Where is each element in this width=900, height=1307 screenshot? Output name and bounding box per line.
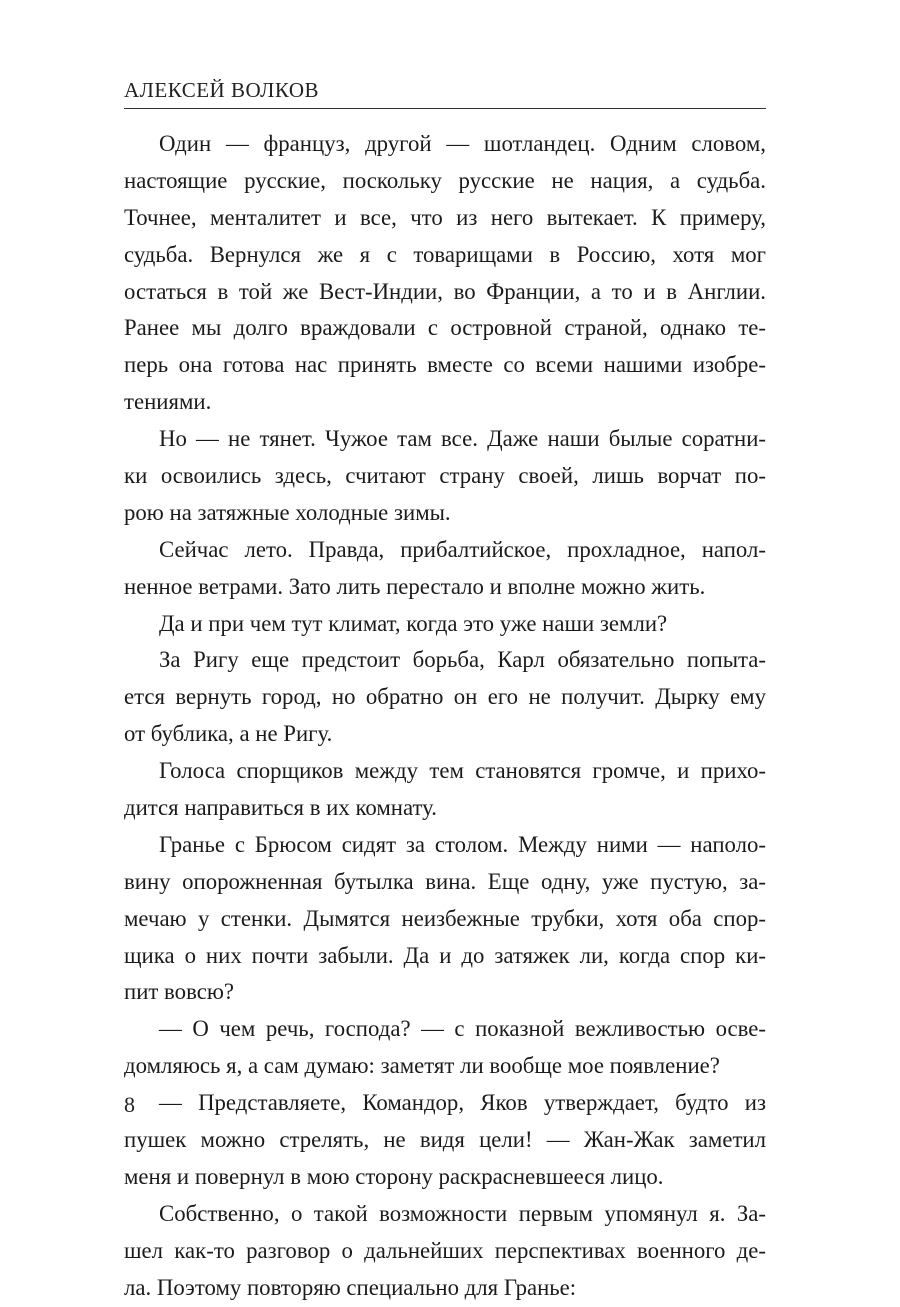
paragraph [124,532,766,606]
body-text [124,126,766,1307]
paragraph [124,421,766,532]
text-line: Да и при чем тут климат, когда это уже наши земли? [159,610,668,636]
text-line: меня и повернул в мою сторону раскрасневшееся лицо. [124,1163,664,1189]
text-line: Собственно, о такой возможности первым упомянул я. За- [159,1200,766,1226]
text-line: мечаю у стенки. Дымятся неизбежные трубки, хотя оба спор- [124,905,766,931]
text-line: пушек можно стрелять, не видя цели! — Жан-Жак заметил [124,1127,766,1153]
text-line: За Ригу еще предстоит борьба, Карл обязательно попыта- [159,647,766,673]
text-line: ки освоились здесь, считают страну своей, лишь ворчат по- [124,463,766,489]
page-number: 8 [124,1092,135,1117]
paragraph [124,753,766,827]
text-line: дится направиться в их комнату. [124,795,437,821]
text-line: Точнее, менталитет и все, что из него вытекает. К примеру, [124,204,766,230]
text-line: ется вернуть город, но обратно он его не получит. Дырку ему [124,684,766,710]
text-line: Сейчас лето. Правда, прибалтийское, прохладное, напол- [159,536,766,562]
text-line: Гранье с Брюсом сидят за столом. Между ними — наполо- [159,831,766,857]
running-header [124,74,766,109]
text-line: тениями. [124,389,212,415]
text-line: Но — не тянет. Чужое там все. Даже наши былые соратни- [159,426,766,452]
paragraph [124,642,766,753]
text-line: — О чем речь, господа? — с показной вежливостью осве- [159,1016,766,1042]
text-line: ненное ветрами. Зато лить перестало и вполне можно жить. [124,573,706,599]
text-line: остаться в той же Вест-Индии, во Франции, а то и в Англии. [124,278,766,304]
paragraph [124,1011,766,1085]
paragraph [124,606,766,643]
text-line: щика о них почти забыли. Да и до затяжек ли, когда спор ки- [124,942,766,968]
text-line: судьба. Вернулся же я с товарищами в Россию, хотя мог [124,241,766,267]
text-line: пит вовсю? [124,979,234,1005]
text-line: Голоса спорщиков между тем становятся громче, и прихо- [159,758,766,784]
paragraph [124,126,766,421]
text-line: вину опорожненная бутылка вина. Еще одну, уже пустую, за- [124,868,766,894]
text-line: от бублика, а не Ригу. [124,721,333,747]
text-line: перь она готова нас принять вместе со всеми нашими изобре- [124,352,766,378]
text-line: Ранее мы долго враждовали с островной страной, однако те- [124,315,766,341]
paragraph [124,1196,766,1307]
text-line: рою на затяжные холодные зимы. [124,499,451,525]
header-author: АЛЕКСЕЙ ВОЛКОВ [124,78,319,102]
text-line: шел как-то разговор о дальнейших перспективах военного де- [124,1237,766,1263]
text-line: настоящие русские, поскольку русские не нация, а судьба. [124,167,766,193]
paragraph [124,827,766,1011]
text-line: Один — француз, другой — шотландец. Одним словом, [159,131,766,156]
text-line: — Представляете, Командор, Яков утверждает, будто из [159,1090,766,1116]
paragraph [124,1085,766,1196]
text-line: домляюсь я, а сам думаю: заметят ли вообще мое появление? [124,1053,720,1079]
text-line: ла. Поэтому повторяю специально для Гранье: [124,1274,577,1300]
